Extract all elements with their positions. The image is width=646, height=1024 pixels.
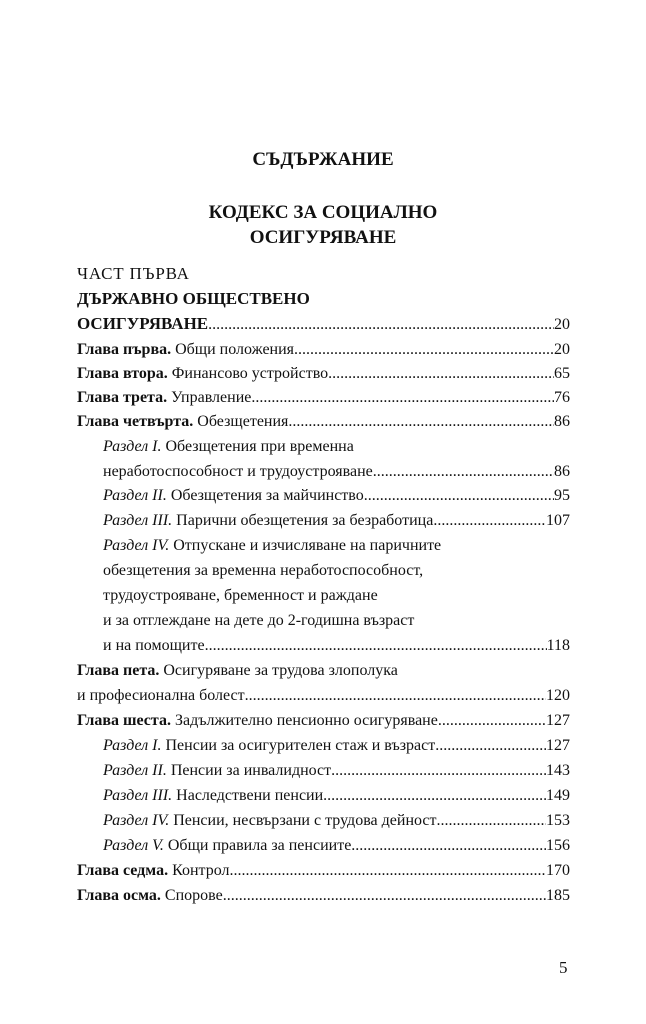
page-ref: 127 bbox=[546, 712, 570, 729]
leader-dots bbox=[364, 486, 554, 506]
page-ref: 185 bbox=[546, 887, 570, 904]
entry-prefix: Раздел II. bbox=[103, 487, 167, 504]
page-ref: 65 bbox=[554, 365, 570, 382]
leader-dots bbox=[433, 511, 546, 531]
entry-text: Финансово устройство bbox=[167, 365, 329, 382]
leader-dots bbox=[245, 686, 546, 706]
entry-prefix: Глава втора. bbox=[77, 365, 168, 382]
part-title-line-1: ДЪРЖАВНО ОБЩЕСТВЕНО bbox=[77, 289, 310, 308]
toc-entry-section-4-4-line-1 bbox=[103, 536, 577, 556]
entry-prefix: Раздел II. bbox=[103, 762, 167, 779]
toc-entry-chapter-5-line-1 bbox=[77, 661, 577, 681]
page-ref: 170 bbox=[546, 862, 570, 879]
toc-entry-chapter-7 bbox=[77, 861, 570, 881]
entry-prefix: Глава осма. bbox=[77, 887, 161, 904]
entry-prefix: Глава четвърта. bbox=[77, 413, 194, 430]
entry-text: Общи правила за пенсиите bbox=[163, 837, 352, 854]
entry-text: Наследствени пенсии bbox=[172, 787, 324, 804]
entry-text: Управление bbox=[167, 389, 252, 406]
leader-dots bbox=[438, 711, 546, 731]
entry-prefix: Глава шеста. bbox=[77, 712, 171, 729]
entry-prefix: Раздел I. bbox=[103, 438, 162, 455]
entry-prefix: Раздел I. bbox=[103, 737, 162, 754]
toc-entry-section-6-1 bbox=[103, 736, 570, 756]
entry-text: неработоспособност и трудоустрояване bbox=[103, 463, 373, 480]
leader-dots bbox=[294, 340, 554, 360]
page-ref: 127 bbox=[546, 737, 570, 754]
leader-dots bbox=[437, 811, 547, 831]
part-label: ЧАСТ ПЪРВА bbox=[77, 264, 190, 283]
code-title-line-1: КОДЕКС ЗА СОЦИАЛНО bbox=[208, 202, 438, 223]
toc-entry-section-6-2 bbox=[103, 761, 570, 781]
entry-prefix: Раздел V. bbox=[103, 837, 164, 854]
toc-entry-chapter-6 bbox=[77, 711, 570, 731]
toc-entry-section-4-3 bbox=[103, 511, 570, 531]
entry-text: Общи положения bbox=[171, 341, 295, 358]
leader-dots bbox=[288, 412, 554, 432]
page-ref: 156 bbox=[546, 837, 570, 854]
entry-text: Пенсии за осигурителен стаж и възраст bbox=[161, 737, 436, 754]
toc-entry-chapter-4 bbox=[77, 412, 570, 432]
entry-text: Контрол bbox=[168, 862, 230, 879]
toc-entry-chapter-8 bbox=[77, 886, 570, 906]
entry-prefix: Раздел III. bbox=[103, 512, 173, 529]
toc-entry-section-4-1 bbox=[103, 462, 570, 482]
entry-text: Отпускане и изчисляване на паричните bbox=[169, 537, 442, 554]
leader-dots bbox=[205, 636, 547, 656]
entry-text: Спорове bbox=[160, 887, 223, 904]
page-ref: 20 bbox=[554, 316, 570, 333]
entry-prefix: Глава първа. bbox=[77, 341, 172, 358]
leader-dots bbox=[223, 886, 546, 906]
entry-text: Пенсии, несвързани с трудова дейност bbox=[169, 812, 437, 829]
page-ref: 20 bbox=[554, 341, 570, 358]
leader-dots bbox=[331, 761, 546, 781]
page-ref: 149 bbox=[546, 787, 570, 804]
toc-entry-chapter-5 bbox=[77, 686, 570, 706]
part-title-line-2: ОСИГУРЯВАНЕ bbox=[77, 314, 209, 333]
toc-entry-part bbox=[77, 314, 570, 335]
page-ref: 153 bbox=[546, 812, 570, 829]
entry-text: Обезщетения за майчинство bbox=[166, 487, 364, 504]
entry-prefix: Глава пета. bbox=[77, 662, 160, 679]
toc-entry-section-4-4-line-3: трудоустрояване, бременност и раждане bbox=[103, 587, 378, 604]
page-ref: 95 bbox=[554, 487, 570, 504]
page-ref: 107 bbox=[546, 512, 570, 529]
leader-dots bbox=[373, 462, 554, 482]
toc-entry-section-4-4-line-4: и за отглеждане на дете до 2-годишна възраст bbox=[103, 612, 415, 629]
entry-prefix: Глава трета. bbox=[77, 389, 168, 406]
leader-dots bbox=[328, 364, 554, 384]
entry-text: и на помощите bbox=[103, 637, 205, 654]
toc-entry-section-4-4-line-2: обезщетения за временна неработоспособност, bbox=[103, 562, 424, 579]
leader-dots bbox=[208, 315, 554, 335]
leader-dots bbox=[435, 736, 546, 756]
toc-entry-section-4-1-line-1 bbox=[103, 437, 577, 457]
page-ref: 120 bbox=[546, 687, 570, 704]
entry-prefix: Раздел IV. bbox=[103, 812, 170, 829]
leader-dots bbox=[351, 836, 546, 856]
page-ref: 143 bbox=[546, 762, 570, 779]
toc-entry-section-6-3 bbox=[103, 786, 570, 806]
entry-text: Осигуряване за трудова злополука bbox=[159, 662, 398, 679]
entry-text: Обезщетения bbox=[193, 413, 289, 430]
entry-prefix: Глава седма. bbox=[77, 862, 169, 879]
toc-entry-section-6-5 bbox=[103, 836, 570, 856]
entry-text: Пенсии за инвалидност bbox=[166, 762, 332, 779]
leader-dots bbox=[251, 388, 554, 408]
page-number: 5 bbox=[559, 958, 568, 977]
entry-text: и професионална болест bbox=[77, 687, 245, 704]
entry-text: Обезщетения при временна bbox=[161, 438, 354, 455]
entry-text: Парични обезщетения за безработица bbox=[172, 512, 434, 529]
page-ref: 86 bbox=[554, 463, 570, 480]
page-ref: 86 bbox=[554, 413, 570, 430]
toc-entry-section-4-4 bbox=[103, 636, 570, 656]
toc-heading: СЪДЪРЖАНИЕ bbox=[252, 149, 394, 170]
toc-entry-section-4-2 bbox=[103, 486, 570, 506]
entry-prefix: Раздел IV. bbox=[103, 537, 170, 554]
code-title-line-2: ОСИГУРЯВАНЕ bbox=[249, 227, 397, 248]
entry-text: Задължително пенсионно осигуряване bbox=[170, 712, 438, 729]
toc-entry-section-6-4 bbox=[103, 811, 570, 831]
toc-entry-chapter-3 bbox=[77, 388, 570, 408]
page-ref: 118 bbox=[546, 637, 570, 654]
toc-entry-chapter-1 bbox=[77, 340, 570, 360]
toc-entry-chapter-2 bbox=[77, 364, 570, 384]
leader-dots bbox=[323, 786, 546, 806]
page-ref: 76 bbox=[554, 389, 570, 406]
entry-prefix: Раздел III. bbox=[103, 787, 173, 804]
leader-dots bbox=[229, 861, 546, 881]
